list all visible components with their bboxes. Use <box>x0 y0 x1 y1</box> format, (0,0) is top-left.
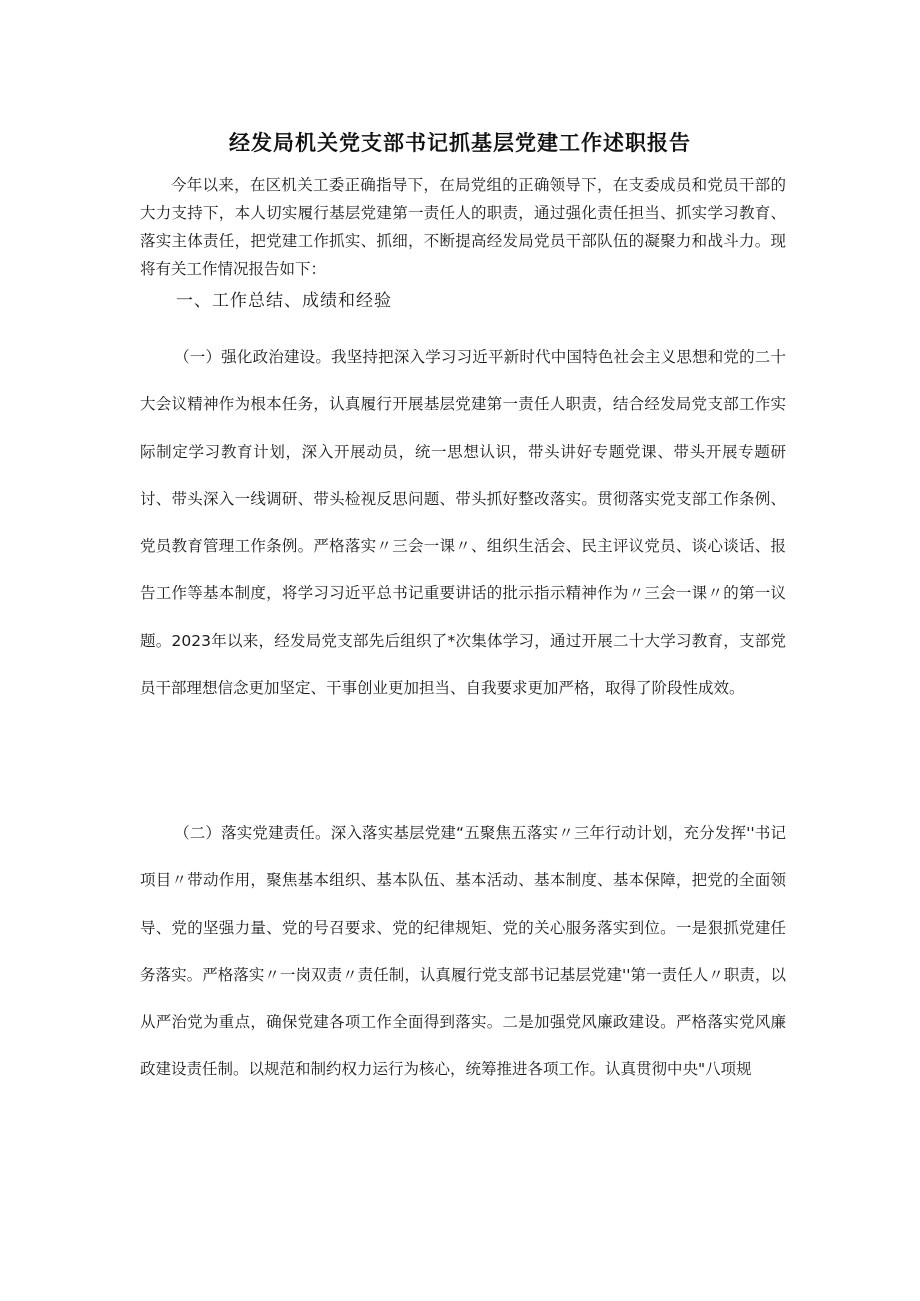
intro-paragraph: 今年以来，在区机关工委正确指导下，在局党组的正确领导下，在支委成员和党员干部的大力支持下，本人切实履行基层党建第一责任人的职责，通过强化责任担当、抓实学习教育、落实主体责任，把党建工作抓实、抓细，不断提高经发局党员干部队伍的凝聚力和战斗力。现将有关工作情况报告如下： <box>140 176 786 278</box>
section-heading: 一、工作总结、成绩和经验 <box>176 291 392 311</box>
paragraph-party-responsibility: （二）落实党建责任。深入落实基层党建“五聚焦五落实〃三年行动计划，充分发挥''书记项目〃带动作用，聚焦基本组织、基本队伍、基本活动、基本制度、基本保障，把党的全面领导、党的坚强力量、党的号召要求、党的纪律规矩、党的关心服务落实到位。一是狠抓党建任务落实。严格落实〃一岗双责〃责任制，认真履行党支部书记基层党建''第一责任人〃职责，以从严治党为重点，确保党建各项工作全面得到落实。二是加强党风廉政建设。严格落实党风廉政建设责任制。以规范和制约权力运行为核心，统筹推进各项工作。认真贯彻中央"八项规 <box>140 824 786 1079</box>
page-title: 经发局机关党支部书记抓基层党建工作述职报告 <box>229 131 691 156</box>
paragraph-political-construction: （一）强化政治建设。我坚持把深入学习习近平新时代中国特色社会主义思想和党的二十大会议精神作为根本任务，认真履行开展基层党建第一责任人职责，结合经发局党支部工作实际制定学习教育计划，深入开展动员，统一思想认识，带头讲好专题党课、带头开展专题研讨、带头深入一线调研、带头检视反思问题、带头抓好整改落实。贯彻落实党支部工作条例、党员教育管理工作条例。严格落实〃三会一课〃、组织生活会、民主评议党员、谈心谈话、报告工作等基本制度，将学习习近平总书记重要讲话的批示指示精神作为〃三会一课〃的第一议题。2023年以来，经发局党支部先后组织了*次集体学习，通过开展二十大学习教育，支部党员干部理想信念更加坚定、干事创业更加担当、自我要求更加严格，取得了阶段性成效。 <box>140 348 786 698</box>
